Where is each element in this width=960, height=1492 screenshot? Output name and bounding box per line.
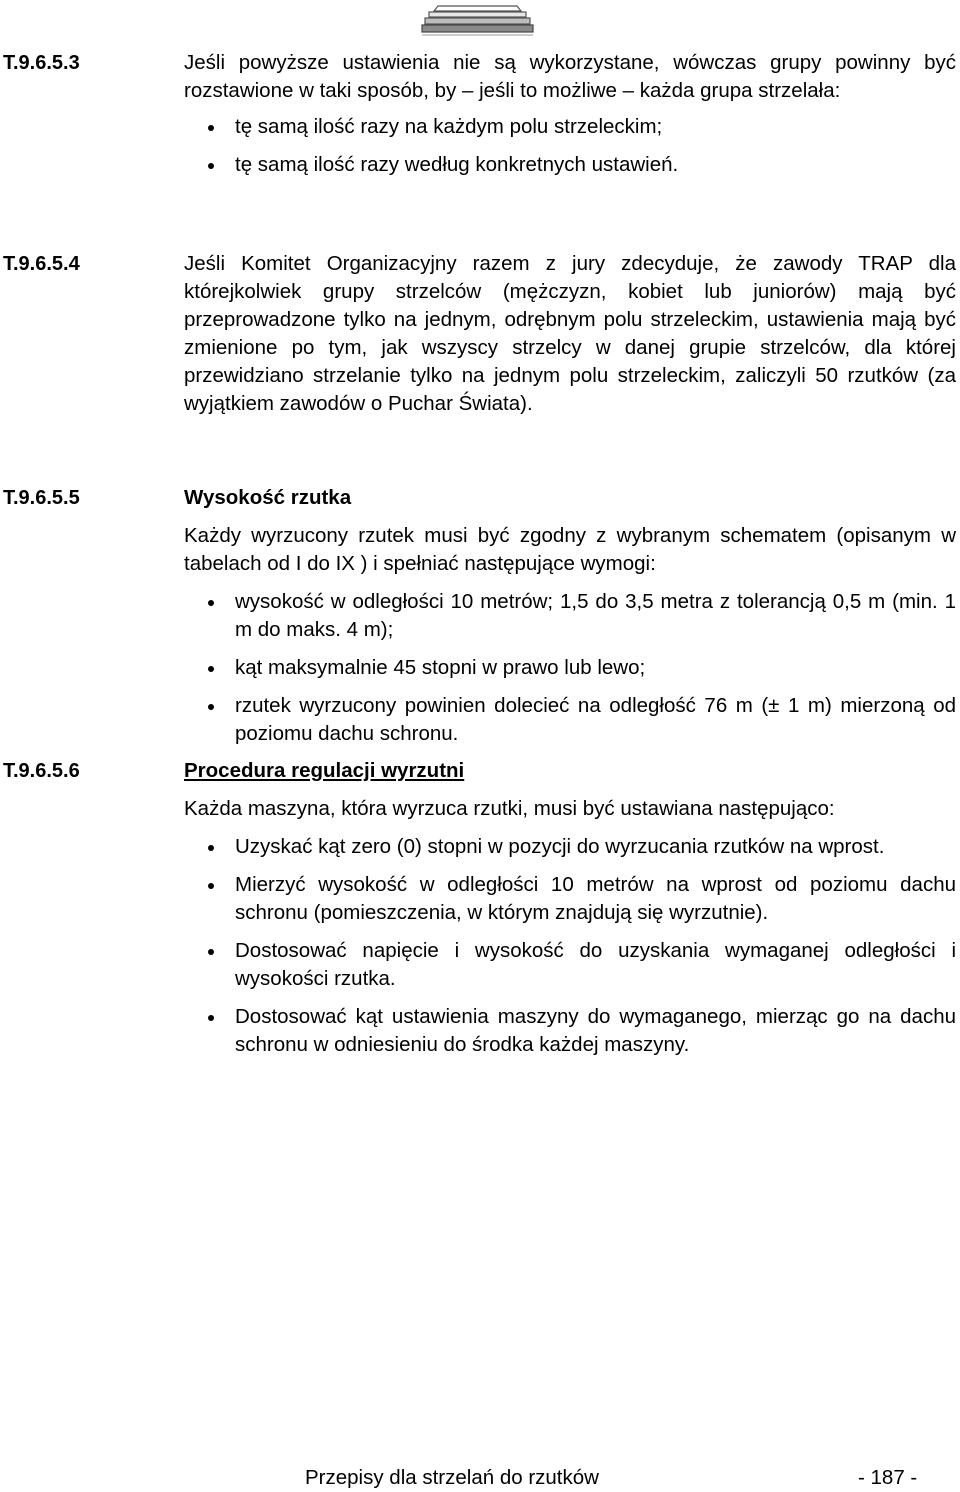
section-body — [184, 484, 956, 748]
list-item: Mierzyć wysokość w odległości 10 metrów na wprost od poziomu dachu schronu (pomieszczenia, w którym znajdują się wyrzutnie). — [184, 871, 956, 927]
section-body — [184, 49, 956, 179]
section-paragraph: Jeśli Komitet Organizacyjny razem z jury zdecyduje, że zawody TRAP dla którejkolwiek grupy strzelców (mężczyzn, kobiet lub juniorów) mają być przeprowadzone tylko na jednym, odrębnym polu strzeleckim, ustawienia mają być zmienione po tym, jak wszyscy strzelcy w danej grupie strzelców, dla której przewidziano strzelanie tylko na jednym polu strzeleckim, zaliczyli 50 rzutków (za wyjątkiem zawodów o Puchar Świata). — [184, 252, 956, 415]
footer-title: Przepisy dla strzelań do rzutków — [305, 1466, 599, 1489]
list-item: wysokość w odległości 10 metrów; 1,5 do 3,5 metra z tolerancją 0,5 m (min. 1 m do maks. 4 m); — [184, 588, 956, 644]
section-paragraph: Każdy wyrzucony rzutek musi być zgodny z wybranym schematem (opisanym w tabelach od I do IX ) i spełniać następujące wymogi: — [184, 524, 956, 575]
bullet-icon — [208, 704, 214, 710]
bullet-icon — [208, 845, 214, 851]
section-number: T.9.6.5.4 — [3, 253, 80, 275]
list-item: kąt maksymalnie 45 stopni w prawo lub lewo; — [184, 654, 956, 682]
bullet-icon — [208, 949, 214, 955]
section-body — [184, 757, 956, 1059]
section-heading: Wysokość rzutka — [184, 486, 352, 509]
bullet-icon — [208, 600, 214, 606]
bullet-list — [184, 833, 956, 1059]
bullet-list — [184, 588, 956, 748]
bullet-list — [184, 113, 956, 179]
list-item: Dostosować kąt ustawienia maszyny do wymaganego, mierząc go na dachu schronu w odniesieniu do środka każdej maszyny. — [184, 1003, 956, 1059]
section-paragraph: Każda maszyna, która wyrzuca rzutki, musi być ustawiana następująco: — [184, 797, 835, 820]
section-number: T.9.6.5.5 — [3, 487, 80, 509]
list-item: tę samą ilość razy według konkretnych ustawień. — [184, 151, 956, 179]
list-item: rzutek wyrzucony powinien dolecieć na odległość 76 m (± 1 m) mierzoną od poziomu dachu schronu. — [184, 692, 956, 748]
list-item: tę samą ilość razy na każdym polu strzeleckim; — [184, 113, 956, 141]
bullet-icon — [208, 883, 214, 889]
section-number: T.9.6.5.6 — [3, 760, 80, 782]
list-item: Dostosować napięcie i wysokość do uzyskania wymaganej odległości i wysokości rzutka. — [184, 937, 956, 993]
section-paragraph: Jeśli powyższe ustawienia nie są wykorzystane, wówczas grupy powinny być rozstawione w taki sposób, by – jeśli to możliwe – każda grupa strzelała: — [184, 51, 956, 102]
bullet-icon — [208, 163, 214, 169]
bullet-icon — [208, 125, 214, 131]
header-logo-icon — [420, 2, 535, 38]
bullet-icon — [208, 666, 214, 672]
bullet-icon — [208, 1015, 214, 1021]
section-number: T.9.6.5.3 — [3, 52, 80, 74]
page-number: - 187 - — [858, 1466, 918, 1489]
section-body — [184, 250, 956, 418]
section-heading: Procedura regulacji wyrzutni — [184, 759, 465, 782]
list-item: Uzyskać kąt zero (0) stopni w pozycji do wyrzucania rzutków na wprost. — [184, 833, 956, 861]
